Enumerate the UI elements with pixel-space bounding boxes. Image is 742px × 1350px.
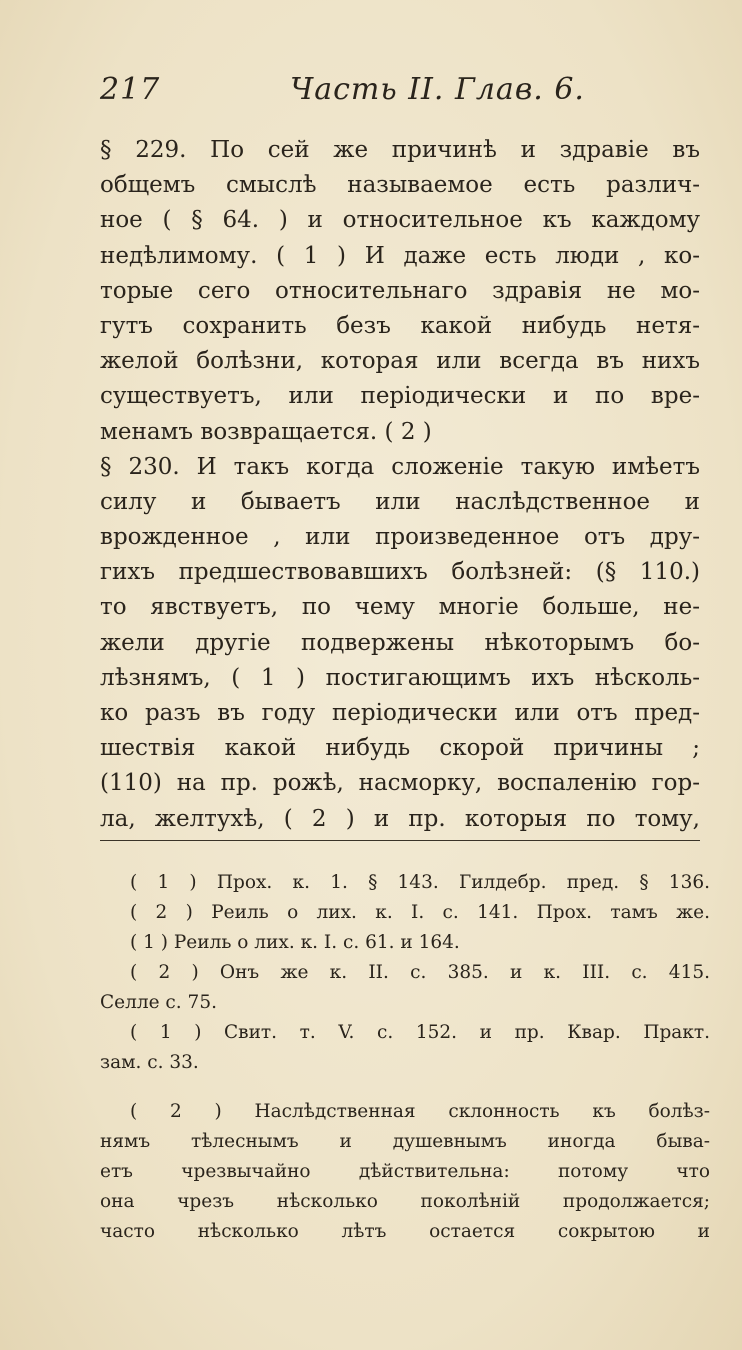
footnotes-upper <box>100 868 710 1078</box>
footnote-line: ( 1 ) Прох. к. 1. § 143. Гилдебр. пред. § 136. <box>130 872 710 893</box>
text-line: шествія какой нибудь скорой причины ; <box>100 735 700 762</box>
text-line: ко разъ въ году періодически или отъ пред- <box>100 700 700 726</box>
footnote-rule <box>100 840 700 841</box>
text-line: § 230. И такъ когда сложеніе такую имѣетъ <box>100 453 700 480</box>
footnote-line: нямъ тѣлеснымъ и душевнымъ иногда быва- <box>100 1131 710 1152</box>
text-line: желой болѣзни, которая или всегда въ нихъ <box>100 348 700 375</box>
text-line: § 229. По сей же причинѣ и здравіе въ <box>100 137 700 163</box>
text-line: торые сего относительнаго здравія не мо- <box>100 277 700 304</box>
text-line: менамъ возвращается. ( 2 ) <box>100 418 432 445</box>
footnote-line: она чрезъ нѣсколько поколѣній продолжается; <box>100 1191 710 1212</box>
text-line: (110) на пр. рожѣ, насморку, воспаленію гор- <box>100 770 700 797</box>
text-line: гутъ сохранить безъ какой нибудь нетя- <box>100 312 700 339</box>
text-line: лѣзнямъ, ( 1 ) постигающимъ ихъ нѣсколь- <box>100 664 700 691</box>
text-line: гихъ предшествовавшихъ болѣзней: (§ 110.) <box>100 559 700 586</box>
footnote-line: ( 1 ) Реиль о лих. к. I. с. 61. и 164. <box>130 932 460 953</box>
footnote-line: часто нѣсколько лѣтъ остается сокрытою и <box>100 1221 710 1242</box>
text-line: недѣлимому. ( 1 ) И даже есть люди , ко- <box>100 242 700 269</box>
text-line: ное ( § 64. ) и относительное къ каждому <box>100 207 700 234</box>
footnote-line: ( 1 ) Свит. т. V. с. 152. и пр. Квар. Практ. <box>130 1022 710 1043</box>
text-line: ла, желтухѣ, ( 2 ) и пр. которыя по тому, <box>100 805 700 832</box>
page-number: 217 <box>100 72 161 107</box>
page-header <box>100 72 660 112</box>
text-line: то явствуетъ, по чему многіе больше, не- <box>100 594 700 621</box>
main-text <box>100 133 700 837</box>
footnote-line: ( 2 ) Реиль о лих. к. I. с. 141. Прох. тамъ же. <box>130 902 710 923</box>
text-line: общемъ смыслѣ называемое есть различ- <box>100 172 700 199</box>
running-title: Часть II. Глав. 6. <box>290 72 585 107</box>
footnote-line: етъ чрезвычайно дѣйствительна: потому что <box>100 1161 710 1182</box>
text-line: существуетъ, или періодически и по вре- <box>100 383 700 410</box>
footnote-line: ( 2 ) Онъ же к. II. с. 385. и к. III. с. 415. <box>130 962 710 983</box>
footnote-line: ( 2 ) Наслѣдственная склонность къ болѣз- <box>130 1101 710 1122</box>
footnotes-lower <box>100 1097 710 1247</box>
text-line: врожденное , или произведенное отъ дру- <box>100 524 700 551</box>
text-line: силу и бываетъ или наслѣдственное и <box>100 488 700 515</box>
text-line: жели другіе подвержены нѣкоторымъ бо- <box>100 629 700 656</box>
footnote-line: зам. с. 33. <box>100 1052 199 1073</box>
footnote-line: Селле с. 75. <box>100 992 217 1013</box>
